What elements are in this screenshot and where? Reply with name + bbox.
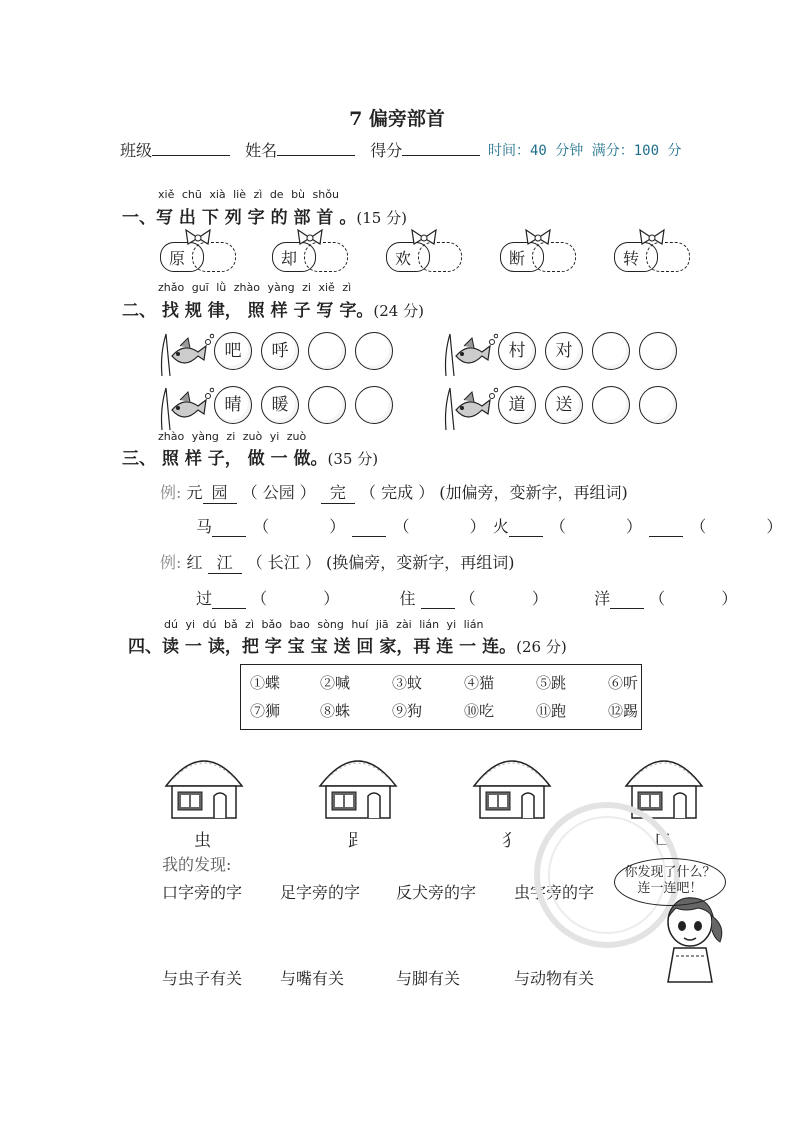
ex1-new-char: 园 [203,480,237,504]
fish-decor [158,330,214,382]
s1-title-text: 一、写 出 下 列 字 的 部 首 。 [122,208,357,228]
radical-category[interactable]: 口字旁的字 [162,883,243,902]
bubble-line2: 连一连吧！ [637,881,703,896]
header-fields [120,138,490,161]
s3-line1: 马 （ ） （ ） 火 （ ） （ ） [196,517,783,536]
s2-pinyin: zhǎo guī lǜ zhào yàng zi xiě zì [158,281,352,294]
line2-char-a: 过 [196,589,213,608]
meaning-category[interactable]: 与动物有关 [514,969,595,988]
s1-title [122,203,407,228]
s4-title [128,632,567,657]
radical-house [314,742,402,826]
meaning-category[interactable]: 与嘴有关 [280,969,345,988]
word-item[interactable]: ④猫 [464,674,495,692]
line2-char-c: 洋 [594,589,611,608]
bow-icon [184,228,212,248]
example-circle: 村 [498,332,536,370]
box-char: 欢 [395,249,412,268]
example-circle: 呼 [261,332,299,370]
fish-decor [442,330,498,382]
score-field[interactable] [402,141,480,156]
fish-icon [158,330,214,378]
radical-box[interactable] [272,242,346,272]
house-radical-label: 口 [654,831,671,851]
blank[interactable] [610,589,644,609]
s3-score: (35 分) [327,450,379,468]
bow-icon [296,228,324,248]
house-radical-label: 𧾷 [348,831,365,851]
radical-box[interactable] [386,242,460,272]
blank[interactable] [649,517,683,537]
meaning-category[interactable]: 与脚有关 [396,969,461,988]
blank[interactable] [352,517,386,537]
ex2-word: 长江 [267,553,300,572]
speech-bubble [614,858,726,906]
name-field[interactable] [277,141,355,156]
example-circle: 暖 [261,386,299,424]
time-info: 时间：40 分钟 满分：100 分 [488,143,682,159]
ex2-note: (换偏旁，变新字，再组词) [326,553,515,572]
word-item[interactable]: ⑤跳 [536,674,567,692]
radical-house [160,742,248,826]
example-circle: 道 [498,386,536,424]
word-item[interactable]: ⑧蛛 [320,702,351,720]
radical-category[interactable]: 虫字旁的字 [514,883,595,902]
radical-category[interactable]: 反犬旁的字 [396,883,477,902]
s3-example1: 例: 元 园 （ 公园 ） 完 （ 完成 ） (加偏旁，变新字，再组词) [160,480,628,504]
s4-score: (26 分) [516,638,567,656]
line2-char-b: 住 [399,589,416,608]
line1-char-a: 马 [196,517,213,536]
answer-circle[interactable] [592,332,630,370]
bow-icon [524,228,552,248]
word-item[interactable]: ①蝶 [250,674,281,692]
answer-circle[interactable] [592,386,630,424]
fish-icon [442,384,498,432]
ex2-char: 红 [186,553,203,572]
bow-icon [638,228,666,248]
meaning-category[interactable]: 与虫子有关 [162,969,243,988]
line1-char-b: 火 [492,517,509,536]
answer-circle[interactable] [308,386,346,424]
word-item[interactable]: ③蚊 [392,674,423,692]
s3-title [122,444,378,469]
radical-box[interactable] [500,242,574,272]
s2-title [122,296,424,321]
blank[interactable] [212,517,246,537]
word-item[interactable]: ⑩吃 [464,702,495,720]
house-icon [160,742,248,822]
class-label: 班级 [120,141,153,160]
s2-title-text: 二、 找 规 律， 照 样 子 写 字。 [122,301,374,321]
answer-circle[interactable] [355,386,393,424]
blank[interactable] [421,589,455,609]
word-item[interactable]: ⑦狮 [250,702,281,720]
word-item[interactable]: ⑨狗 [392,702,423,720]
ex1-word2: 完成 [381,483,414,502]
fish-decor [158,384,214,436]
answer-circle[interactable] [639,386,677,424]
bow-icon [410,228,438,248]
answer-circle[interactable] [639,332,677,370]
find-label: 我的发现: [162,855,232,874]
box-char: 原 [169,249,186,268]
radical-category[interactable]: 足字旁的字 [280,883,361,902]
example-label: 例: [160,483,182,502]
class-field[interactable] [152,141,230,156]
example-circle: 晴 [214,386,252,424]
box-char: 却 [281,249,298,268]
box-char: 转 [623,249,640,268]
answer-circle[interactable] [308,332,346,370]
radical-box[interactable] [160,242,234,272]
fish-decor [442,384,498,436]
fish-icon [442,330,498,378]
s4-pinyin: dú yi dú bǎ zì bǎo bao sòng huí jiā zài lián yi lián [164,618,484,631]
radical-box[interactable] [614,242,688,272]
score-label: 得分 [370,141,403,160]
bubble-line1: 你发现了什么？ [624,865,716,880]
s2-score: (24 分) [373,302,424,320]
name-label: 姓名 [245,141,278,160]
answer-circle[interactable] [355,332,393,370]
example-circle: 对 [545,332,583,370]
ex1-word: 公园 [262,483,295,502]
word-item[interactable]: ⑪跑 [536,702,567,720]
word-item[interactable]: ⑫踢 [608,702,639,720]
ex1-new-char2: 完 [321,480,355,504]
word-item[interactable]: ⑥听 [608,674,639,692]
s3-pinyin: zhào yàng zi zuò yi zuò [158,430,307,443]
fish-icon [158,384,214,432]
house-icon [314,742,402,822]
word-box [240,664,642,730]
s1-score: (15 分) [356,209,407,227]
blank[interactable] [212,589,246,609]
ex1-note: (加偏旁，变新字，再组词) [439,483,628,502]
example-circle: 送 [545,386,583,424]
s4-title-text: 四、读 一 读，把 字 宝 宝 送 回 家，再 连 一 连。 [128,637,517,657]
s3-example2: 例: 红 江 （ 长江 ） (换偏旁，变新字，再组词) [160,550,515,574]
house-radical-label: 犭 [502,831,519,851]
s1-pinyin: xiě chū xià liè zì de bù shǒu [158,188,339,201]
blank[interactable] [509,517,543,537]
page-title: 7 偏旁部首 [349,108,445,130]
box-char: 断 [509,249,526,268]
ex1-char: 元 [186,483,203,502]
house-radical-label: 虫 [194,831,211,851]
example-circle: 吧 [214,332,252,370]
s3-title-text: 三、 照 样 子， 做 一 做。 [122,449,328,469]
word-item[interactable]: ②喊 [320,674,351,692]
example-label: 例: [160,553,182,572]
s3-line2: 过 （ ） 住 （ ） 洋 （ ） [196,589,738,608]
ex2-new-char: 江 [208,550,242,574]
